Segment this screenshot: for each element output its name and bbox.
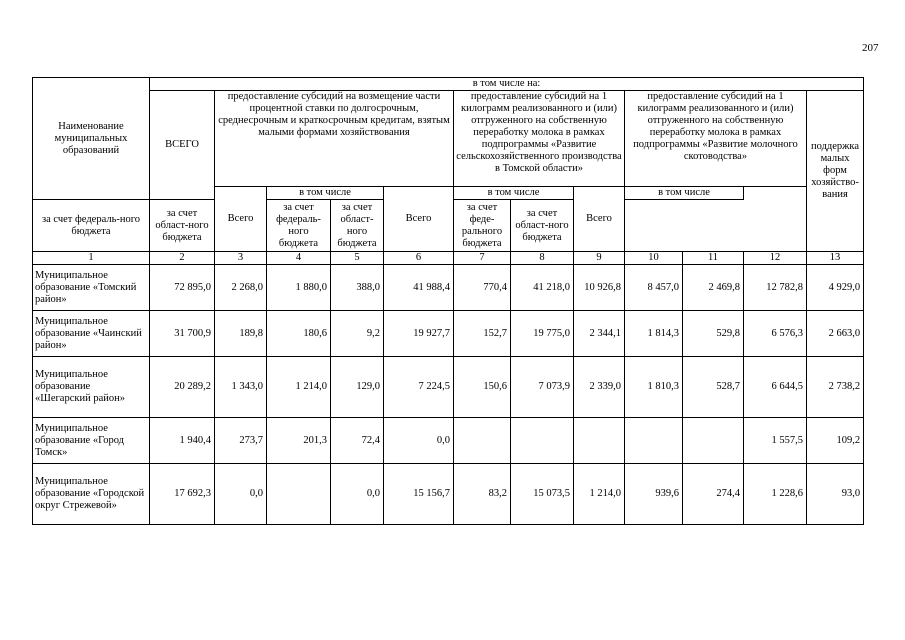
table-cell: 1 940,4 bbox=[150, 418, 215, 464]
table-cell: 6 644,5 bbox=[744, 357, 807, 418]
table-cell: 201,3 bbox=[267, 418, 331, 464]
header-group1: предоставление субсидий на возмещение части процентной ставки по долгосрочным, среднесрочным и краткосрочным кредитам, взятым малыми формами хозяйствования bbox=[215, 91, 454, 187]
table-cell: 2 268,0 bbox=[215, 265, 267, 311]
table-cell: 1 343,0 bbox=[215, 357, 267, 418]
column-index: 4 bbox=[267, 252, 331, 265]
column-index: 9 bbox=[574, 252, 625, 265]
table-cell: 10 926,8 bbox=[574, 265, 625, 311]
table-cell: 2 469,8 bbox=[683, 265, 744, 311]
table-body bbox=[33, 265, 864, 525]
table-cell: 189,8 bbox=[215, 311, 267, 357]
column-index: 13 bbox=[807, 252, 864, 265]
header-group2: предоставление субсидий на 1 килограмм реализованного и (или) отгруженного на собственную переработку молока в рамках подпрограммы «Развитие сельскохозяйственного производства в Томской области» bbox=[454, 91, 625, 187]
table-cell: 4 929,0 bbox=[807, 265, 864, 311]
header-g2-fed: за счет федераль-ного бюджета bbox=[267, 200, 331, 252]
table-cell: 388,0 bbox=[331, 265, 384, 311]
table-cell: 150,6 bbox=[454, 357, 511, 418]
table-row bbox=[33, 418, 864, 464]
table-cell: 19 927,7 bbox=[384, 311, 454, 357]
municipality-name: Муниципальное образование «Шегарский район» bbox=[33, 357, 150, 418]
table-cell: 0,0 bbox=[215, 464, 267, 525]
header-col12: поддержка малых форм хозяйство-вания bbox=[807, 91, 864, 252]
table-cell: 93,0 bbox=[807, 464, 864, 525]
column-index: 6 bbox=[384, 252, 454, 265]
table-cell: 939,6 bbox=[625, 464, 683, 525]
table-cell: 1 214,0 bbox=[574, 464, 625, 525]
table-cell: 2 339,0 bbox=[574, 357, 625, 418]
table-cell: 2 344,1 bbox=[574, 311, 625, 357]
table-cell: 2 663,0 bbox=[807, 311, 864, 357]
table-cell: 180,6 bbox=[267, 311, 331, 357]
header-incl: в том числе на: bbox=[150, 78, 864, 91]
table-cell bbox=[625, 418, 683, 464]
municipality-name: Муниципальное образование «Томский район» bbox=[33, 265, 150, 311]
table-cell: 6 576,3 bbox=[744, 311, 807, 357]
column-index: 7 bbox=[454, 252, 511, 265]
column-index: 12 bbox=[744, 252, 807, 265]
header-g2-incl: в том числе bbox=[454, 187, 574, 200]
table-cell: 20 289,2 bbox=[150, 357, 215, 418]
table-row bbox=[33, 464, 864, 525]
table-cell: 109,2 bbox=[807, 418, 864, 464]
table-cell: 8 457,0 bbox=[625, 265, 683, 311]
column-index: 8 bbox=[511, 252, 574, 265]
table-cell: 15 156,7 bbox=[384, 464, 454, 525]
table-cell: 17 692,3 bbox=[150, 464, 215, 525]
header-g2-total: Всего bbox=[384, 187, 454, 252]
table-cell bbox=[267, 464, 331, 525]
header-g3-reg: за счет област-ного бюджета bbox=[511, 200, 574, 252]
table-cell: 2 738,2 bbox=[807, 357, 864, 418]
table-cell: 1 557,5 bbox=[744, 418, 807, 464]
header-g3-total: Всего bbox=[574, 187, 625, 252]
table-cell: 129,0 bbox=[331, 357, 384, 418]
table-cell bbox=[454, 418, 511, 464]
table-cell: 1 214,0 bbox=[267, 357, 331, 418]
table-cell: 1 810,3 bbox=[625, 357, 683, 418]
table-cell: 1 814,3 bbox=[625, 311, 683, 357]
header-g3-fed: за счет феде-рального бюджета bbox=[454, 200, 511, 252]
header-name: Наименование муниципальных образований bbox=[33, 78, 150, 200]
table-cell bbox=[511, 418, 574, 464]
table-cell: 31 700,9 bbox=[150, 311, 215, 357]
table-cell: 83,2 bbox=[454, 464, 511, 525]
table-cell: 19 775,0 bbox=[511, 311, 574, 357]
table-cell: 273,7 bbox=[215, 418, 267, 464]
municipality-name: Муниципальное образование «Городской округ Стрежевой» bbox=[33, 464, 150, 525]
municipality-name: Муниципальное образование «Чаинский район» bbox=[33, 311, 150, 357]
column-index: 1 bbox=[33, 252, 150, 265]
subsidy-table bbox=[32, 77, 864, 525]
table-cell: 12 782,8 bbox=[744, 265, 807, 311]
header-g1-reg: за счет област-ного бюджета bbox=[150, 200, 215, 252]
table-cell: 528,7 bbox=[683, 357, 744, 418]
municipality-name: Муниципальное образование «Город Томск» bbox=[33, 418, 150, 464]
header-g1-fed: за счет федераль-ного бюджета bbox=[33, 200, 150, 252]
header-group3: предоставление субсидий на 1 килограмм реализованного и (или) отгруженного на собственную переработку молока в рамках подпрограммы «Развитие молочного скотоводства» bbox=[625, 91, 807, 187]
column-index: 10 bbox=[625, 252, 683, 265]
table-cell: 9,2 bbox=[331, 311, 384, 357]
table-cell: 0,0 bbox=[331, 464, 384, 525]
table-cell: 7 224,5 bbox=[384, 357, 454, 418]
table-cell: 72,4 bbox=[331, 418, 384, 464]
table-row bbox=[33, 265, 864, 311]
column-index: 11 bbox=[683, 252, 744, 265]
table-cell bbox=[683, 418, 744, 464]
table-cell: 72 895,0 bbox=[150, 265, 215, 311]
table-row bbox=[33, 311, 864, 357]
header-g2-reg: за счет област-ного бюджета bbox=[331, 200, 384, 252]
column-index: 5 bbox=[331, 252, 384, 265]
table-cell: 529,8 bbox=[683, 311, 744, 357]
header-g3-incl: в том числе bbox=[625, 187, 744, 200]
column-index-row bbox=[33, 252, 864, 265]
table-cell: 152,7 bbox=[454, 311, 511, 357]
table-cell: 1 880,0 bbox=[267, 265, 331, 311]
table-cell: 274,4 bbox=[683, 464, 744, 525]
table-cell: 0,0 bbox=[384, 418, 454, 464]
column-index: 3 bbox=[215, 252, 267, 265]
header-g1-total: Всего bbox=[215, 187, 267, 252]
page-number: 207 bbox=[862, 42, 879, 54]
table-header bbox=[33, 78, 864, 265]
table-cell: 1 228,6 bbox=[744, 464, 807, 525]
header-g1-incl: в том числе bbox=[267, 187, 384, 200]
table-cell: 770,4 bbox=[454, 265, 511, 311]
table-cell: 7 073,9 bbox=[511, 357, 574, 418]
table-cell: 15 073,5 bbox=[511, 464, 574, 525]
column-index: 2 bbox=[150, 252, 215, 265]
header-total: ВСЕГО bbox=[150, 91, 215, 200]
table-row bbox=[33, 357, 864, 418]
table-cell bbox=[574, 418, 625, 464]
table-cell: 41 218,0 bbox=[511, 265, 574, 311]
table-cell: 41 988,4 bbox=[384, 265, 454, 311]
